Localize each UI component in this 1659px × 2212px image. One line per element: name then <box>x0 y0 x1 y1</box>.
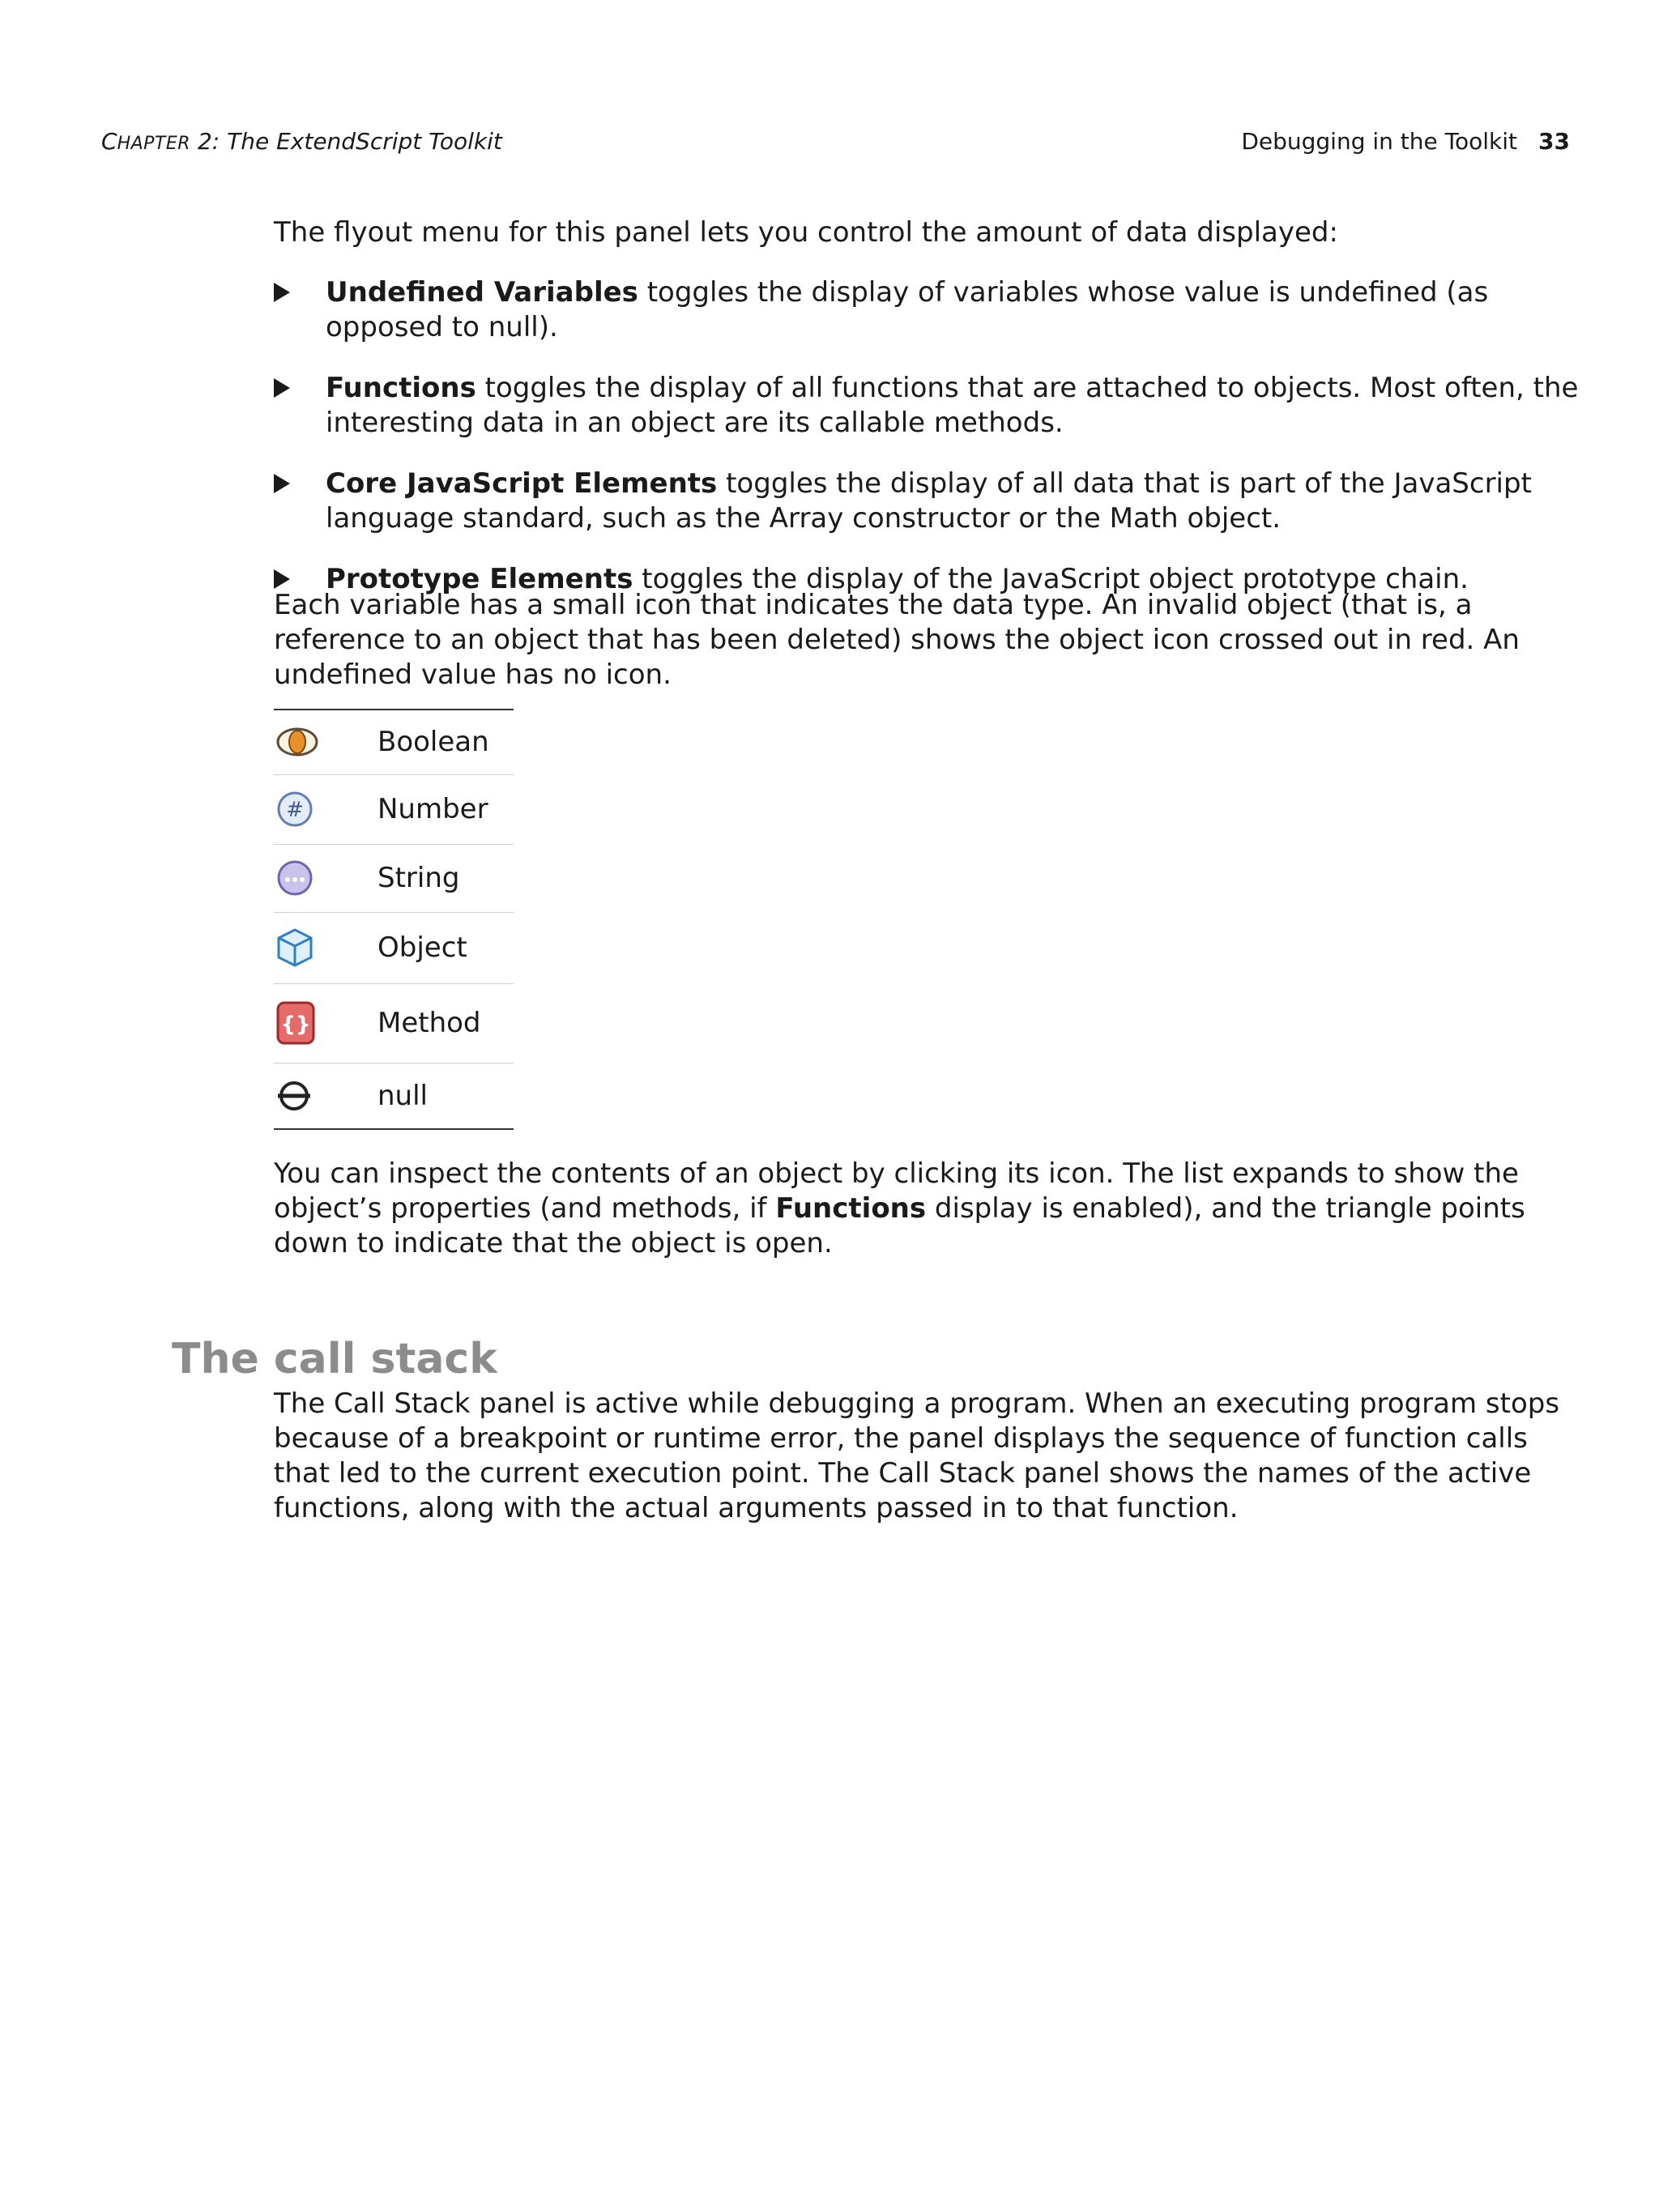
boolean-icon <box>275 726 319 758</box>
icon-cell <box>274 844 377 912</box>
chapter-title: CHAPTER 2: The ExtendScript Toolkit <box>101 128 502 155</box>
list-item-term: Functions <box>326 372 476 404</box>
table-cell-label: null <box>377 1063 514 1129</box>
bullet-triangle-icon <box>274 378 290 398</box>
icon-cell <box>274 1063 377 1129</box>
table-row <box>274 1063 514 1129</box>
list-item <box>274 275 1586 345</box>
list-item-term: Prototype Elements <box>326 563 633 595</box>
table-row <box>274 983 514 1063</box>
list-item-text: toggles the display of all functions that are attached to objects. Most often, the interesting data in an object are its callable methods. <box>326 372 1579 439</box>
table-cell-label: Boolean <box>377 710 514 774</box>
intro-paragraph: The flyout menu for this panel lets you control the amount of data displayed: <box>274 216 1338 249</box>
table-row <box>274 912 514 983</box>
icon-cell <box>274 983 377 1063</box>
callstack-paragraph: The Call Stack panel is active while debugging a program. When an executing program stops because of a breakpoint or runtime error, the panel displays the sequence of function calls that led to the current execution point. The Call Stack panel shows the names of the active functions, along with the actual arguments passed in to that function. <box>274 1387 1560 1524</box>
list-item <box>274 467 1586 536</box>
list-item-text: toggles the display of variables whose value is undefined (as opposed to null). <box>326 276 1489 343</box>
string-icon <box>275 859 314 897</box>
list-item-term: Core JavaScript Elements <box>326 467 718 500</box>
table-cell-label: Object <box>377 912 514 983</box>
table-row <box>274 774 514 844</box>
table-row <box>274 844 514 912</box>
svg-text:{}: {} <box>280 1012 311 1037</box>
flyout-options-list <box>274 275 1586 623</box>
bullet-triangle-icon <box>274 283 290 302</box>
icons-paragraph: Each variable has a small icon that indicates the data type. An invalid object (that is, a reference to an object that has been deleted) shows the object icon crossed out in red. An undefined value has no icon. <box>274 589 1520 691</box>
table-row <box>274 710 514 774</box>
table-cell-label: Method <box>377 983 514 1063</box>
icon-cell <box>274 912 377 983</box>
list-item-text: toggles the display of all data that is part of the JavaScript language standard, such as the Array constructor or the Math object. <box>326 467 1532 535</box>
data-type-icon-table <box>274 709 514 1130</box>
page-number: 33 <box>1538 128 1570 155</box>
running-head <box>101 128 1570 160</box>
method-icon <box>275 1000 316 1046</box>
svg-text:#: # <box>286 798 304 822</box>
bullet-triangle-icon <box>274 474 290 493</box>
bullet-triangle-icon <box>274 569 290 589</box>
list-item-term: Undefined Variables <box>326 276 638 309</box>
icon-cell <box>274 710 377 774</box>
inspect-paragraph: You can inspect the contents of an object by clicking its icon. The list expands to show the object’s properties (and methods, if Functions display is enabled), and the triangle points down to indicate that the object is open. <box>274 1157 1525 1259</box>
number-icon <box>275 790 314 829</box>
list-item <box>274 371 1586 441</box>
section-name: Debugging in the Toolkit <box>1241 128 1518 155</box>
section-header <box>1241 128 1570 155</box>
table-cell-label: Number <box>377 774 514 844</box>
null-icon <box>275 1077 313 1115</box>
section-heading: The call stack <box>172 1335 497 1384</box>
icon-cell <box>274 774 377 844</box>
list-item-text: toggles the display of the JavaScript object prototype chain. <box>633 563 1469 595</box>
table-cell-label: String <box>377 844 514 912</box>
object-icon <box>275 927 314 969</box>
